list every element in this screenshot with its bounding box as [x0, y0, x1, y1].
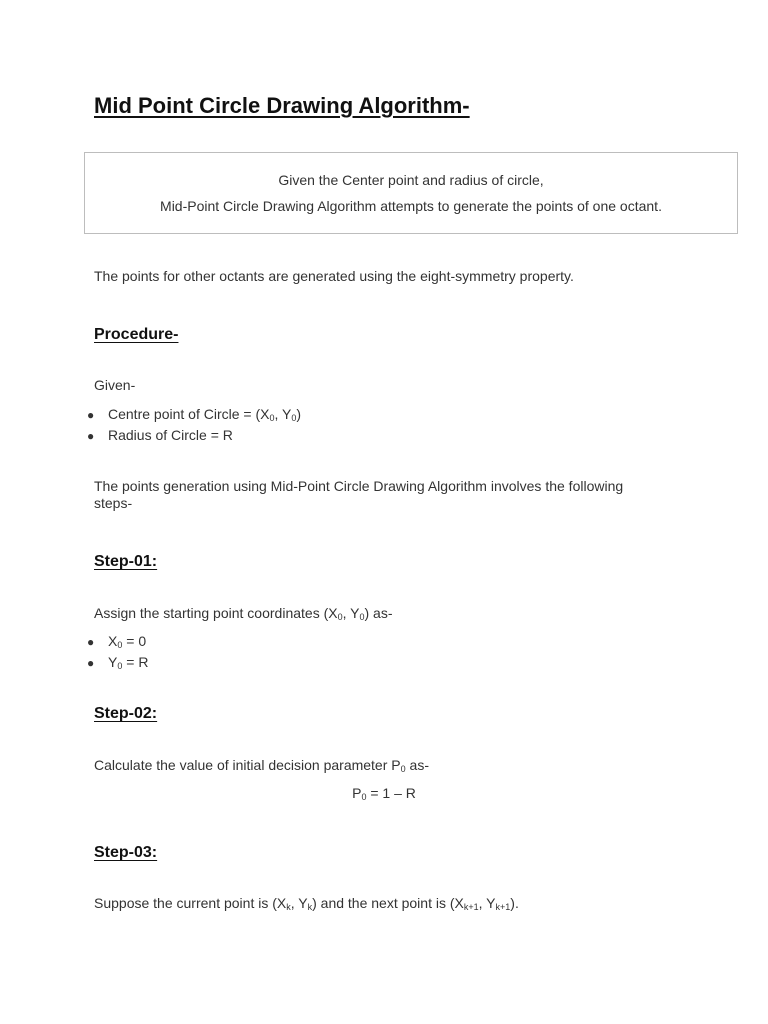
- step-03-heading: Step-03:: [94, 844, 158, 861]
- page-title: Mid Point Circle Drawing Algorithm-: [94, 93, 470, 118]
- steps-intro-line-2: steps-: [94, 495, 133, 511]
- intro-line-2: Mid-Point Circle Drawing Algorithm attempts to generate the points of one octant.: [160, 198, 662, 214]
- step-01-y0-item: $Y_0 = R$: [108, 654, 149, 671]
- intro-line-1: Given the Center point and radius of circle,: [278, 172, 544, 188]
- bullet-dot: ●: [87, 429, 95, 443]
- given-radius-item: Radius of Circle = R: [108, 427, 233, 443]
- procedure-heading: Procedure-: [94, 326, 179, 343]
- intro-box: [84, 152, 738, 234]
- step-02-text: Calculate the value of initial decision parameter $P_0$ as-: [94, 757, 429, 774]
- step-01-x0-item: $X_0 = 0$: [108, 633, 147, 650]
- step-03-text: Suppose the current point is ($X_k$, $Y_k$) and the next point is ($X_{k+1}$, $Y_{k+1}$).: [94, 895, 519, 912]
- steps-intro-line-1: The points generation using Mid-Point Circle Drawing Algorithm involves the following: [94, 478, 624, 494]
- step-02-heading: Step-02:: [94, 705, 158, 722]
- symmetry-paragraph: The points for other octants are generated using the eight-symmetry property.: [94, 268, 574, 284]
- step-01-text: Assign the starting point coordinates ($X_0$, $Y_0$) as-: [94, 605, 393, 622]
- given-centre-item: Centre point of Circle = ($X_0$, $Y_0$): [108, 406, 302, 423]
- bullet-dot: ●: [87, 656, 95, 670]
- step-02-formula: $P_0 = 1 - R$: [352, 785, 416, 802]
- step-01-heading: Step-01:: [94, 553, 158, 570]
- given-label: Given-: [94, 377, 136, 393]
- bullet-dot: ●: [87, 408, 95, 422]
- bullet-dot: ●: [87, 635, 95, 649]
